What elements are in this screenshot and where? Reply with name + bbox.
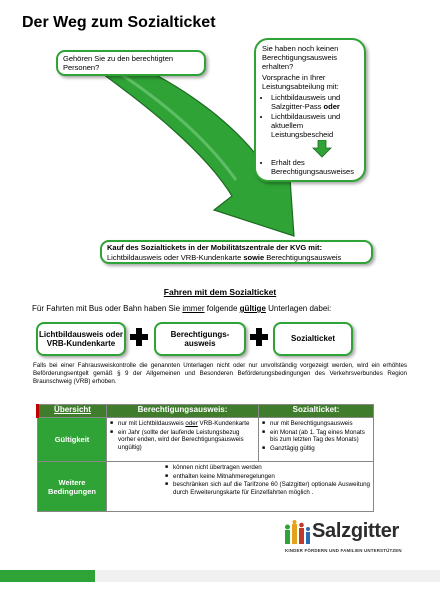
section-heading: Fahren mit dem Sozialticket	[163, 287, 277, 297]
card-label: Lichtbildausweis oder VRB-Kundenkarte	[38, 329, 123, 348]
purchase-box	[100, 240, 373, 264]
bubble-list	[262, 93, 358, 139]
intro-text: folgende	[204, 304, 240, 313]
control-notice: Falls bei einer Fahrausweiskontrolle die genannten Unterlagen nicht oder nur unvollständig vorgezeigt werden, wird ein erhöhtes Beförderungsentgelt gemäß § 9 der Allgemeinen und Besonderen Beförderungsbedingungen des Verkehrsverbundes Region Braunschweig (VRB) erhoben.	[33, 362, 407, 385]
card-authorization	[154, 322, 246, 356]
purchase-line2	[107, 253, 366, 263]
table-header-row	[38, 405, 374, 418]
table-header: Sozialticket:	[259, 405, 374, 418]
cell-text: enthalten keine Mitnahmeregelungen	[173, 472, 275, 480]
cell-text: beschränken sich auf die Tarifzone 60 (Salzgitter) optionale Ausweitung durch Erweiterungskarte für Einzelfahrten möglich .	[173, 481, 370, 496]
list-item: ■ ein Jahr (sollte der laufende Leistungsbezug vorher enden, wird der Berechtigungsausweis ungültig)	[110, 428, 244, 451]
salzgitter-logo-icon	[283, 520, 311, 546]
cell-text: nur mit Berechtigungsausweis	[270, 420, 353, 427]
purchase-line1: Kauf des Sozialtickets in der Mobilitätszentrale der KVG mit:	[107, 243, 323, 252]
list-item: • Lichtbildausweis und aktuellem Leistungsbescheid	[271, 112, 358, 139]
plus-icon	[130, 328, 148, 346]
purchase-docs-and: sowie	[243, 252, 265, 262]
overview-table	[36, 404, 374, 512]
down-arrow-icon	[312, 140, 332, 158]
bubble-result: • Erhalt des Berechtigungsausweises	[271, 158, 358, 176]
card-label: Sozialticket	[290, 334, 335, 344]
logo-slogan: KINDER FÖRDERN UND FAMILIEN UNTERSTÜTZEN	[285, 548, 402, 553]
cell-text: ein Monat (ab 1. Tag eines Monats bis zum letzten Tag des Monats)	[270, 428, 365, 443]
table-row	[38, 462, 374, 512]
bubble-intro: Sie haben noch keinen Berechtigungsausweis erhalten?	[262, 44, 339, 71]
list-item: ■ nur mit Berechtigungsausweis	[262, 420, 353, 427]
page-title: Der Weg zum Sozialticket	[22, 14, 216, 31]
table-header: Übersicht	[38, 405, 107, 418]
cell-text: ein Jahr (sollte der laufende Leistungsbezug vorher enden, wird der Berechtigungsausweis ungültig)	[118, 428, 244, 451]
list-item: ■ Ganztägig gültig	[262, 444, 315, 452]
table-row	[38, 418, 374, 462]
question-text: Gehören Sie zu den berechtigten Personen?	[63, 54, 174, 72]
table-cell	[259, 418, 374, 462]
intro-emphasis: gültige	[239, 304, 266, 313]
list-item: ■ nur mit Lichtbildausweis oder VRB-Kundenkarte	[110, 420, 250, 427]
card-social-ticket	[273, 322, 353, 356]
intro-text: Für Fahrten mit Bus oder Bahn haben Sie	[32, 304, 183, 313]
section-intro	[32, 304, 331, 313]
cell-list	[165, 464, 370, 496]
list-item: • Lichtbildausweis und Salzgitter-Pass oder	[271, 93, 358, 111]
question-box	[56, 50, 206, 76]
purchase-docs-a: Lichtbildausweis oder VRB-Kundenkarte	[107, 252, 244, 262]
list-item: ■ beschränken sich auf die Tarifzone 60 (Salzgitter) optionale Ausweitung durch Erweiterungskarte für Einzelfahrten möglich .	[165, 481, 370, 496]
list-item: ■ ein Monat (ab 1. Tag eines Monats bis zum letzten Tag des Monats)	[262, 428, 365, 443]
footer-bar	[95, 570, 440, 582]
card-id-document	[36, 322, 126, 356]
footer-bar-accent	[0, 570, 95, 582]
curved-arrow-icon	[0, 0, 440, 260]
row-label: Gültigkeit	[38, 418, 107, 462]
plus-icon	[250, 328, 268, 346]
intro-emphasis: immer	[182, 304, 205, 313]
logo-name: Salzgitter	[312, 520, 400, 542]
row-label: Weitere Bedingungen	[38, 462, 107, 512]
list-item: ■ enthalten keine Mitnahmeregelungen	[165, 472, 275, 480]
intro-text: Unterlagen dabei:	[265, 304, 332, 313]
cell-text: Ganztägig gültig	[270, 444, 315, 452]
table-header: Berechtigungsausweis:	[107, 405, 259, 418]
purchase-docs-c: Berechtigungsausweis	[264, 252, 342, 262]
card-label: Berechtigungs-ausweis	[170, 329, 230, 348]
list-item: ■ können nicht übertragen werden	[165, 464, 262, 471]
table-cell	[107, 418, 259, 462]
bubble-result-list	[262, 158, 358, 176]
info-bubble	[254, 38, 366, 182]
table-cell	[107, 462, 374, 512]
bubble-lead: Vorsprache in Ihrer Leistungsabteilung mit:	[262, 73, 339, 91]
cell-text: können nicht übertragen werden	[173, 464, 262, 471]
